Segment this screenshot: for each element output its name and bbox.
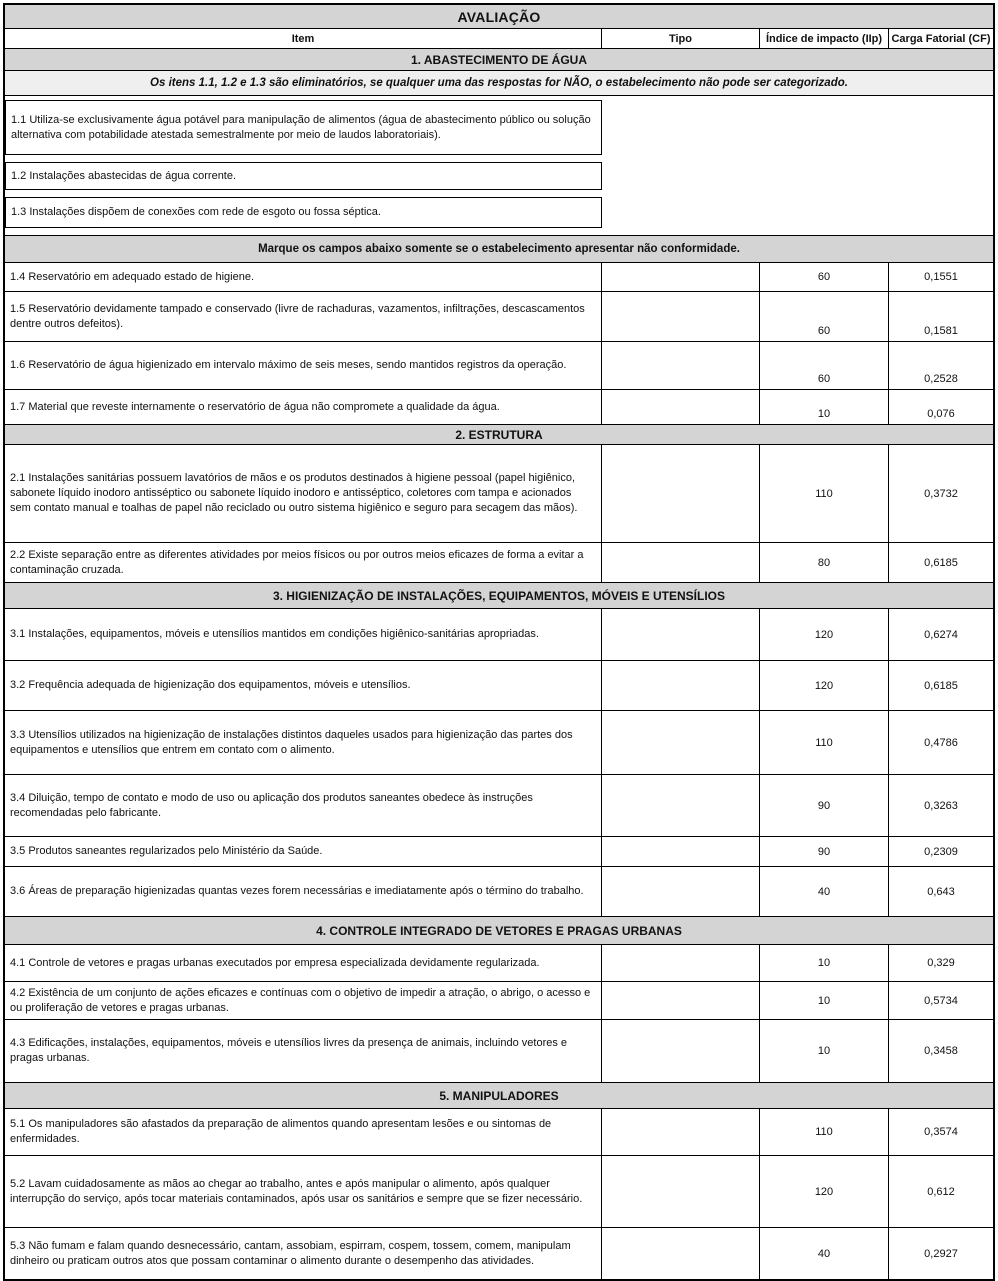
item-text-cell [5, 1156, 601, 1227]
tipo-cell [601, 1228, 759, 1279]
section-header: 2. ESTRUTURA [5, 424, 993, 444]
cf-value: 0,6274 [888, 609, 993, 660]
iip-value: 110 [759, 445, 888, 542]
item-text-cell [5, 711, 601, 774]
item-row [5, 262, 993, 291]
iip-value: 60 [759, 263, 888, 291]
tipo-cell [601, 543, 759, 582]
iip-value: 40 [759, 867, 888, 916]
item-text: 1.7 Material que reveste internamente o reservatório de água não compromete a qualidade da água. [10, 400, 500, 413]
nonconformity-notice-banner: Marque os campos abaixo somente se o estabelecimento apresentar não conformidade. [5, 235, 993, 262]
item-text: 4.1 Controle de vetores e pragas urbanas executados por empresa especializada devidamente regularizada. [10, 956, 540, 969]
tipo-cell [601, 1020, 759, 1082]
item-box [5, 100, 602, 155]
tipo-cell [601, 342, 759, 389]
section-header: 5. MANIPULADORES [5, 1082, 993, 1108]
tipo-cell [601, 445, 759, 542]
cf-value: 0,2528 [888, 342, 993, 389]
column-header-iip: Índice de impacto (IIp) [759, 29, 888, 48]
iip-value: 90 [759, 837, 888, 866]
eliminatory-item-row [5, 100, 993, 155]
item-text: 1.4 Reservatório em adequado estado de higiene. [10, 270, 255, 283]
tipo-cell [601, 775, 759, 836]
section-header: 1. ABASTECIMENTO DE ÁGUA [5, 48, 993, 70]
item-text-cell [5, 1020, 601, 1082]
tipo-cell [601, 609, 759, 660]
eliminatory-item-row [5, 197, 993, 228]
item-row [5, 291, 993, 341]
iip-value: 10 [759, 1020, 888, 1082]
form-title: AVALIAÇÃO [5, 5, 993, 28]
item-text-cell [5, 263, 601, 291]
item-text: 1.2 Instalações abastecidas de água corrente. [11, 169, 237, 182]
tipo-cell [601, 661, 759, 710]
column-header-item: Item [291, 32, 315, 45]
cf-value: 0,6185 [888, 543, 993, 582]
section-header: 3. HIGIENIZAÇÃO DE INSTALAÇÕES, EQUIPAMENTOS, MÓVEIS E UTENSÍLIOS [5, 582, 993, 608]
item-text: 5.3 Não fumam e falam quando desnecessário, cantam, assobiam, espirram, cospem, tossem, comem, manipulam dinheiro ou praticam outros atos que possam contaminar o alimento durante o desempenho das atividades. [10, 1239, 571, 1267]
cf-value: 0,4786 [888, 711, 993, 774]
item-text-cell [5, 292, 601, 341]
item-text-cell [5, 837, 601, 866]
item-text: 2.1 Instalações sanitárias possuem lavatórios de mãos e os produtos destinados à higiene pessoal (papel higiênico, sabonete líquido inodoro antisséptico ou sabonete líquido inodoro e antisséptico, coletores com tampa e acionados sem contato manual e toalhas de papel não reciclado ou outro sistema higiênico e seguro para secagem das mãos). [10, 472, 578, 514]
item-text: 3.3 Utensílios utilizados na higienização de instalações distintos daqueles usados para higienização das partes dos equipamentos e utensílios que entrem em contato com o alimento. [10, 728, 573, 756]
cf-value: 0,076 [888, 390, 993, 424]
item-text-cell [5, 390, 601, 424]
tipo-cell [601, 1109, 759, 1155]
item-text: 1.3 Instalações dispõem de conexões com rede de esgoto ou fossa séptica. [11, 206, 381, 218]
iip-value: 60 [759, 342, 888, 389]
iip-value: 110 [759, 711, 888, 774]
tipo-cell [601, 982, 759, 1019]
iip-value: 10 [759, 982, 888, 1019]
item-box [5, 162, 602, 190]
item-row [5, 389, 993, 424]
item-row [5, 608, 993, 660]
tipo-cell [601, 711, 759, 774]
item-text: 4.3 Edificações, instalações, equipamentos, móveis e utensílios livres da presença de animais, incluindo vetores e pragas urbanas. [10, 1037, 568, 1064]
cf-value: 0,3263 [888, 775, 993, 836]
column-header-row [5, 28, 993, 48]
item-row [5, 944, 993, 981]
item-row [5, 444, 993, 542]
tipo-cell [601, 292, 759, 341]
item-row [5, 341, 993, 389]
item-row [5, 660, 993, 710]
item-row [5, 866, 993, 916]
item-row [5, 1155, 993, 1227]
table-body [5, 48, 993, 1279]
item-text: 2.2 Existe separação entre as diferentes atividades por meios físicos ou por outros meios eficazes de forma a evitar a contaminação cruzada. [10, 548, 584, 576]
eliminatory-note-banner: Os itens 1.1, 1.2 e 1.3 são eliminatórios, se qualquer uma das respostas for NÃO, o estabelecimento não pode ser categorizado. [5, 70, 993, 96]
item-row [5, 774, 993, 836]
item-text-cell [5, 775, 601, 836]
item-text: 3.2 Frequência adequada de higienização dos equipamentos, móveis e utensílios. [10, 679, 411, 691]
item-text: 5.2 Lavam cuidadosamente as mãos ao chegar ao trabalho, antes e após manipular o alimento, após qualquer interrupção do serviço, após tocar materiais contaminados, após usar os sanitários e sempre que se fizer necessário. [10, 1177, 583, 1205]
section-header: 4. CONTROLE INTEGRADO DE VETORES E PRAGAS URBANAS [5, 916, 993, 944]
cf-value: 0,5734 [888, 982, 993, 1019]
item-text: 3.6 Áreas de preparação higienizadas quantas vezes forem necessárias e imediatamente após o término do trabalho. [10, 885, 584, 897]
iip-value: 120 [759, 609, 888, 660]
item-text: 4.2 Existência de um conjunto de ações eficazes e contínuas com o objetivo de impedir a atração, o abrigo, o acesso e ou proliferação de vetores e pragas urbanas. [10, 986, 591, 1014]
item-row [5, 1108, 993, 1155]
iip-value: 10 [759, 390, 888, 424]
item-row [5, 1227, 993, 1279]
item-row [5, 836, 993, 866]
cf-value: 0,329 [888, 945, 993, 981]
eliminatory-item-row [5, 162, 993, 190]
iip-value: 40 [759, 1228, 888, 1279]
cf-value: 0,1551 [888, 263, 993, 291]
item-text: 1.1 Utiliza-se exclusivamente água potável para manipulação de alimentos (água de abastecimento público ou solução alternativa com potabilidade atestada semestralmente por meio de laudos laboratoriais). [11, 113, 591, 141]
cf-value: 0,3732 [888, 445, 993, 542]
item-text: 5.1 Os manipuladores são afastados da preparação de alimentos quando apresentam lesões e ou sintomas de enfermidades. [10, 1118, 552, 1145]
cf-value: 0,3458 [888, 1020, 993, 1082]
item-text-cell [5, 1228, 601, 1279]
item-row [5, 710, 993, 774]
cf-value: 0,3574 [888, 1109, 993, 1155]
item-text-cell [5, 661, 601, 710]
cf-value: 0,2309 [888, 837, 993, 866]
item-text-cell [5, 1109, 601, 1155]
tipo-cell [601, 390, 759, 424]
column-header-tipo: Tipo [601, 29, 759, 48]
iip-value: 60 [759, 292, 888, 341]
item-box [5, 197, 602, 228]
item-text-cell [5, 945, 601, 981]
column-header-cf: Carga Fatorial (CF) [888, 29, 993, 48]
cf-value: 0,1581 [888, 292, 993, 341]
iip-value: 120 [759, 661, 888, 710]
item-text-cell [5, 543, 601, 582]
item-text-cell [5, 982, 601, 1019]
item-text-cell [5, 342, 601, 389]
item-text: 3.5 Produtos saneantes regularizados pelo Ministério da Saúde. [10, 845, 323, 857]
item-text: 3.1 Instalações, equipamentos, móveis e utensílios mantidos em condições higiênico-sanitárias apropriadas. [10, 628, 539, 640]
cf-value: 0,6185 [888, 661, 993, 710]
cf-value: 0,643 [888, 867, 993, 916]
item-text: 1.5 Reservatório devidamente tampado e conservado (livre de rachaduras, vazamentos, infiltrações, descascamentos dentre outros defeitos). [10, 302, 585, 330]
item-text: 3.4 Diluição, tempo de contato e modo de uso ou aplicação dos produtos saneantes obedece às instruções recomendadas pelo fabricante. [10, 791, 533, 819]
iip-value: 110 [759, 1109, 888, 1155]
item-row [5, 542, 993, 582]
item-row [5, 1019, 993, 1082]
tipo-cell [601, 837, 759, 866]
iip-value: 80 [759, 543, 888, 582]
tipo-cell [601, 867, 759, 916]
iip-value: 120 [759, 1156, 888, 1227]
item-text-cell [5, 445, 601, 542]
iip-value: 90 [759, 775, 888, 836]
item-row [5, 981, 993, 1019]
evaluation-table [3, 3, 995, 1281]
cf-value: 0,612 [888, 1156, 993, 1227]
tipo-cell [601, 1156, 759, 1227]
item-text: 1.6 Reservatório de água higienizado em intervalo máximo de seis meses, sendo mantidos registros da operação. [10, 359, 567, 371]
tipo-cell [601, 263, 759, 291]
tipo-cell [601, 945, 759, 981]
item-text-cell [5, 609, 601, 660]
item-text-cell [5, 867, 601, 916]
iip-value: 10 [759, 945, 888, 981]
cf-value: 0,2927 [888, 1228, 993, 1279]
